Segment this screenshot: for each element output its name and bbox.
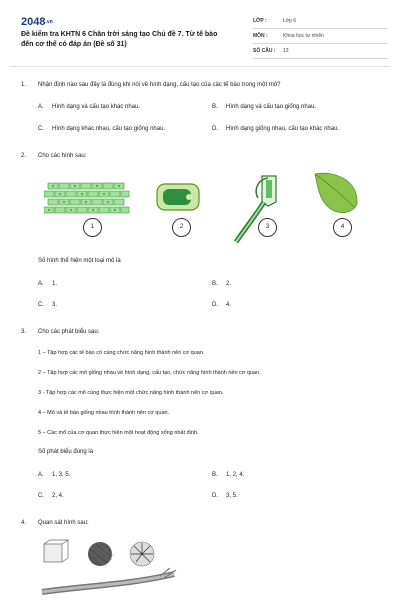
- q2-option-a[interactable]: [38, 281, 57, 287]
- meta-value: Khoa học tự nhiên: [283, 33, 324, 39]
- option-label: C.: [38, 493, 44, 499]
- nerve-cell-image: [228, 172, 284, 244]
- meta-value: Lớp 6: [283, 18, 297, 24]
- option-text: Hình dạng và cấu tạo khác nhau.: [52, 104, 141, 110]
- question-number: 1.: [21, 82, 27, 88]
- option-text: Hình dạng giống nhau, cấu tạo khác nhau.: [226, 126, 340, 132]
- q3-option-d[interactable]: [212, 493, 238, 499]
- organ-illustration-image: [40, 538, 178, 600]
- option-text: Hình dạng khác nhau, cấu tạo giống nhau.: [52, 126, 166, 132]
- option-text: 3.: [52, 302, 58, 308]
- meta-row-subject: [253, 29, 388, 44]
- option-label: A.: [38, 104, 44, 110]
- option-label: C.: [38, 126, 44, 132]
- option-text: Hình dạng và cấu tạo giống nhau.: [226, 104, 317, 110]
- image-number-4: 4: [333, 218, 352, 237]
- header-divider: [10, 66, 390, 67]
- question-text: Quan sát hình sau:: [38, 520, 89, 526]
- option-label: D.: [212, 302, 218, 308]
- q1-option-d[interactable]: [212, 126, 339, 132]
- q3-option-a[interactable]: [38, 472, 70, 478]
- image-number-2: 2: [172, 218, 191, 237]
- logo-main: 2048: [21, 16, 46, 28]
- option-text: 4.: [226, 302, 232, 308]
- statement-4: 4 – Mô và tế bào giống nhau hình thành nên cơ quan.: [38, 410, 170, 416]
- q2-option-c[interactable]: [38, 302, 57, 308]
- meta-row-class: [253, 14, 388, 29]
- logo-tld: .vn: [45, 19, 53, 25]
- option-label: C.: [38, 302, 44, 308]
- question-text: Nhận định nào sau đây là đúng khi nói về hình dạng, cấu tạo của các tế bào trong một mô?: [38, 82, 281, 88]
- plant-cell-image: [156, 183, 200, 211]
- meta-key: MÔN :: [253, 33, 268, 39]
- q1-option-a[interactable]: [38, 104, 140, 110]
- q1-option-c[interactable]: [38, 126, 165, 132]
- statement-5: 5 – Các mô của cơ quan thực hiện một hoạt động sống nhất định.: [38, 430, 199, 436]
- question-number: 2.: [21, 153, 27, 159]
- leaf-image: [313, 170, 361, 218]
- meta-key: LỚP :: [253, 18, 267, 24]
- page-title: Đề kiểm tra KHTN 6 Chân trời sáng tạo Chủ đề 7. Từ tế bào đến cơ thể có đáp án (Đề số 31): [21, 31, 218, 48]
- site-logo[interactable]: [21, 16, 53, 28]
- image-number-3: 3: [258, 218, 277, 237]
- exam-meta-panel: [253, 14, 388, 59]
- option-text: 3, 5.: [226, 493, 238, 499]
- option-text: 1, 3, 5.: [52, 472, 71, 478]
- tissue-cells-image: [44, 182, 130, 214]
- q3-option-b[interactable]: [212, 472, 244, 478]
- meta-row-count: [253, 44, 388, 59]
- q2-option-d[interactable]: [212, 302, 231, 308]
- question-number: 4.: [21, 520, 27, 526]
- option-text: 1.: [52, 281, 58, 287]
- meta-value: 13: [283, 48, 289, 54]
- image-number-1: 1: [83, 218, 102, 237]
- option-text: 2.: [226, 281, 232, 287]
- option-label: B.: [212, 104, 218, 110]
- question-prompt: Số phát biểu đúng là: [38, 449, 94, 455]
- option-text: 2, 4.: [52, 493, 64, 499]
- statement-3: 3 - Tập hợp các mô cùng thực hiện một chức năng hình thành nên cơ quan.: [38, 390, 224, 396]
- option-label: B.: [212, 281, 218, 287]
- option-label: A.: [38, 281, 44, 287]
- question-prompt: Số hình thể hiện một loại mô là: [38, 258, 121, 264]
- q3-option-c[interactable]: [38, 493, 64, 499]
- statement-2: 2 – Tập hợp các mô giống nhau về hình dạng, cấu tạo, chức năng hình thành nên cơ quan.: [38, 370, 261, 376]
- option-label: B.: [212, 472, 218, 478]
- option-label: D.: [212, 126, 218, 132]
- question-text: Cho các hình sau:: [38, 153, 87, 159]
- statement-1: 1 – Tập hợp các tế bào có cùng chức năng hình thành nên cơ quan.: [38, 350, 205, 356]
- q2-option-b[interactable]: [212, 281, 231, 287]
- option-label: A.: [38, 472, 44, 478]
- question-number: 3.: [21, 329, 27, 335]
- q1-option-b[interactable]: [212, 104, 316, 110]
- option-text: 1, 2, 4.: [226, 472, 245, 478]
- option-label: D.: [212, 493, 218, 499]
- question-text: Cho các phát biểu sau:: [38, 329, 100, 335]
- meta-key: SỐ CÂU :: [253, 48, 276, 54]
